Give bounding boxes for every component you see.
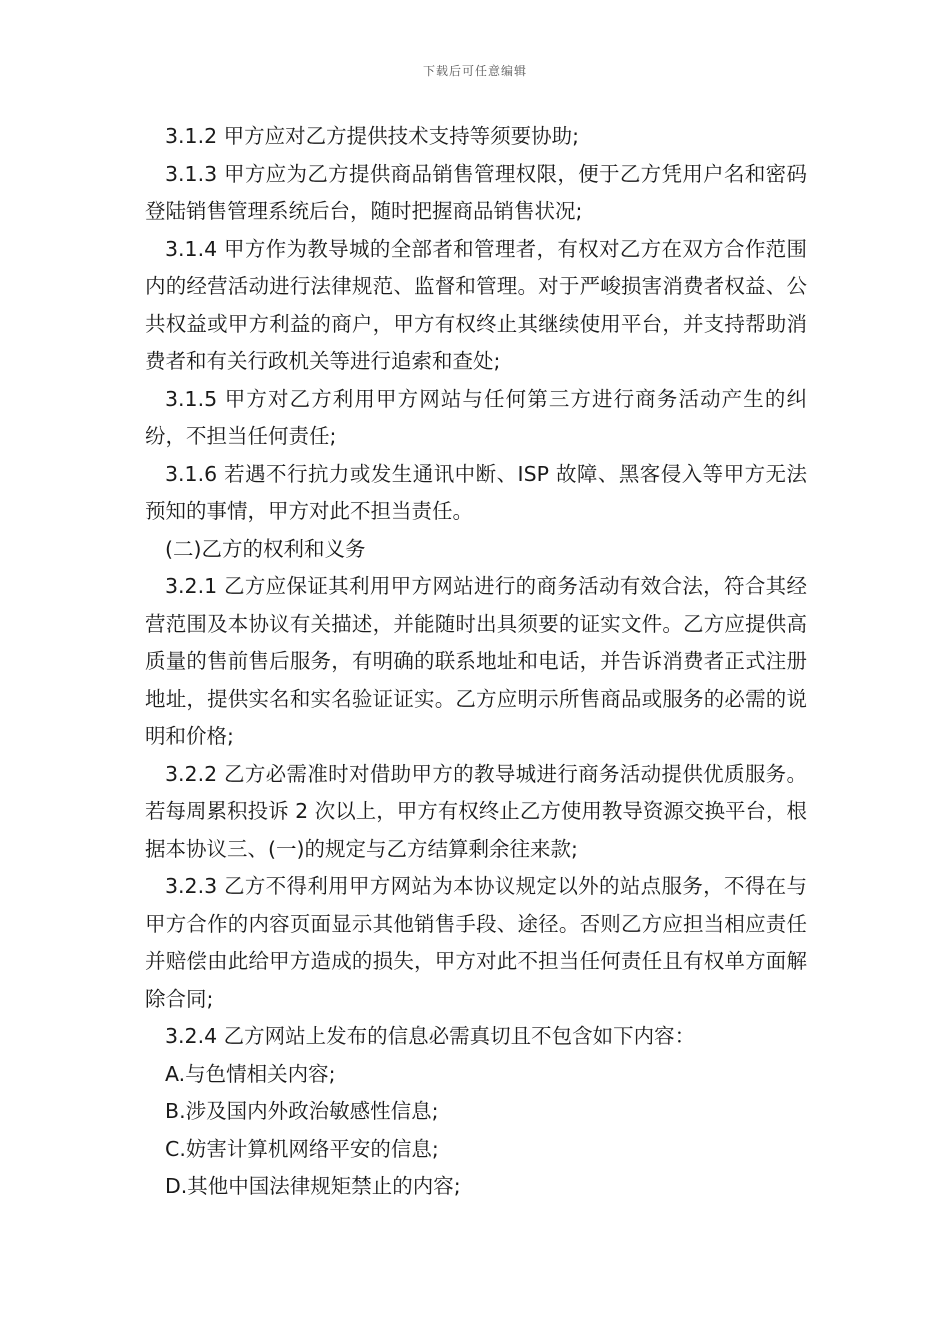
list-item-d: D.其他中国法律规矩禁止的内容; (165, 1174, 461, 1198)
paragraph-3-1-4: 3.1.4 甲方作为教导城的全部者和管理者，有权对乙方在双方合作范围内的经营活动进行法律规范、监督和管理。对于严峻损害消费者权益、公共权益或甲方利益的商户，甲方有权终止其继续使用平台，并支持帮助消费者和有关行政机关等进行追索和查处; (145, 236, 807, 373)
document-body (145, 118, 807, 1206)
section-heading-party-b: (二)乙方的权利和义务 (165, 536, 366, 561)
paragraph-3-1-3: 3.1.3 甲方应为乙方提供商品销售管理权限，便于乙方凭用户名和密码登陆销售管理系统后台，随时把握商品销售状况; (145, 161, 807, 223)
paragraph-3-2-4: 3.2.4 乙方网站上发布的信息必需真切且不包含如下内容： (165, 1024, 696, 1048)
paragraph-3-2-2: 3.2.2 乙方必需准时对借助甲方的教导城进行商务活动提供优质服务。若每周累积投诉 2 次以上，甲方有权终止乙方使用教导资源交换平台，根据本协议三、(一)的规定与乙方结算剩余往来款; (145, 761, 807, 861)
list-item-a: A.与色情相关内容; (165, 1061, 336, 1086)
paragraph-3-1-6: 3.1.6 若遇不行抗力或发生通讯中断、ISP 故障、黑客侵入等甲方无法预知的事情，甲方对此不担当责任。 (145, 461, 807, 523)
list-item-c: C.妨害计算机网络平安的信息; (165, 1136, 439, 1161)
list-item-b: B.涉及国内外政治敏感性信息; (165, 1099, 439, 1123)
header-note: 下载后可任意编辑 (422, 64, 527, 78)
paragraph-3-2-3: 3.2.3 乙方不得利用甲方网站为本协议规定以外的站点服务，不得在与甲方合作的内容页面显示其他销售手段、途径。否则乙方应担当相应责任并赔偿由此给甲方造成的损失，甲方对此不担当任何责任且有权单方面解除合同; (145, 874, 807, 1011)
paragraph-3-2-1: 3.2.1 乙方应保证其利用甲方网站进行的商务活动有效合法，符合其经营范围及本协议有关描述，并能随时出具须要的证实文件。乙方应提供高质量的售前售后服务，有明确的联系地址和电话，并告诉消费者正式注册地址，提供实名和实名验证证实。乙方应明示所售商品或服务的必需的说明和价格; (145, 574, 807, 748)
paragraph-3-1-2: 3.1.2 甲方应对乙方提供技术支持等须要协助; (165, 124, 580, 148)
paragraph-3-1-5: 3.1.5 甲方对乙方利用甲方网站与任何第三方进行商务活动产生的纠纷，不担当任何责任; (145, 386, 807, 448)
